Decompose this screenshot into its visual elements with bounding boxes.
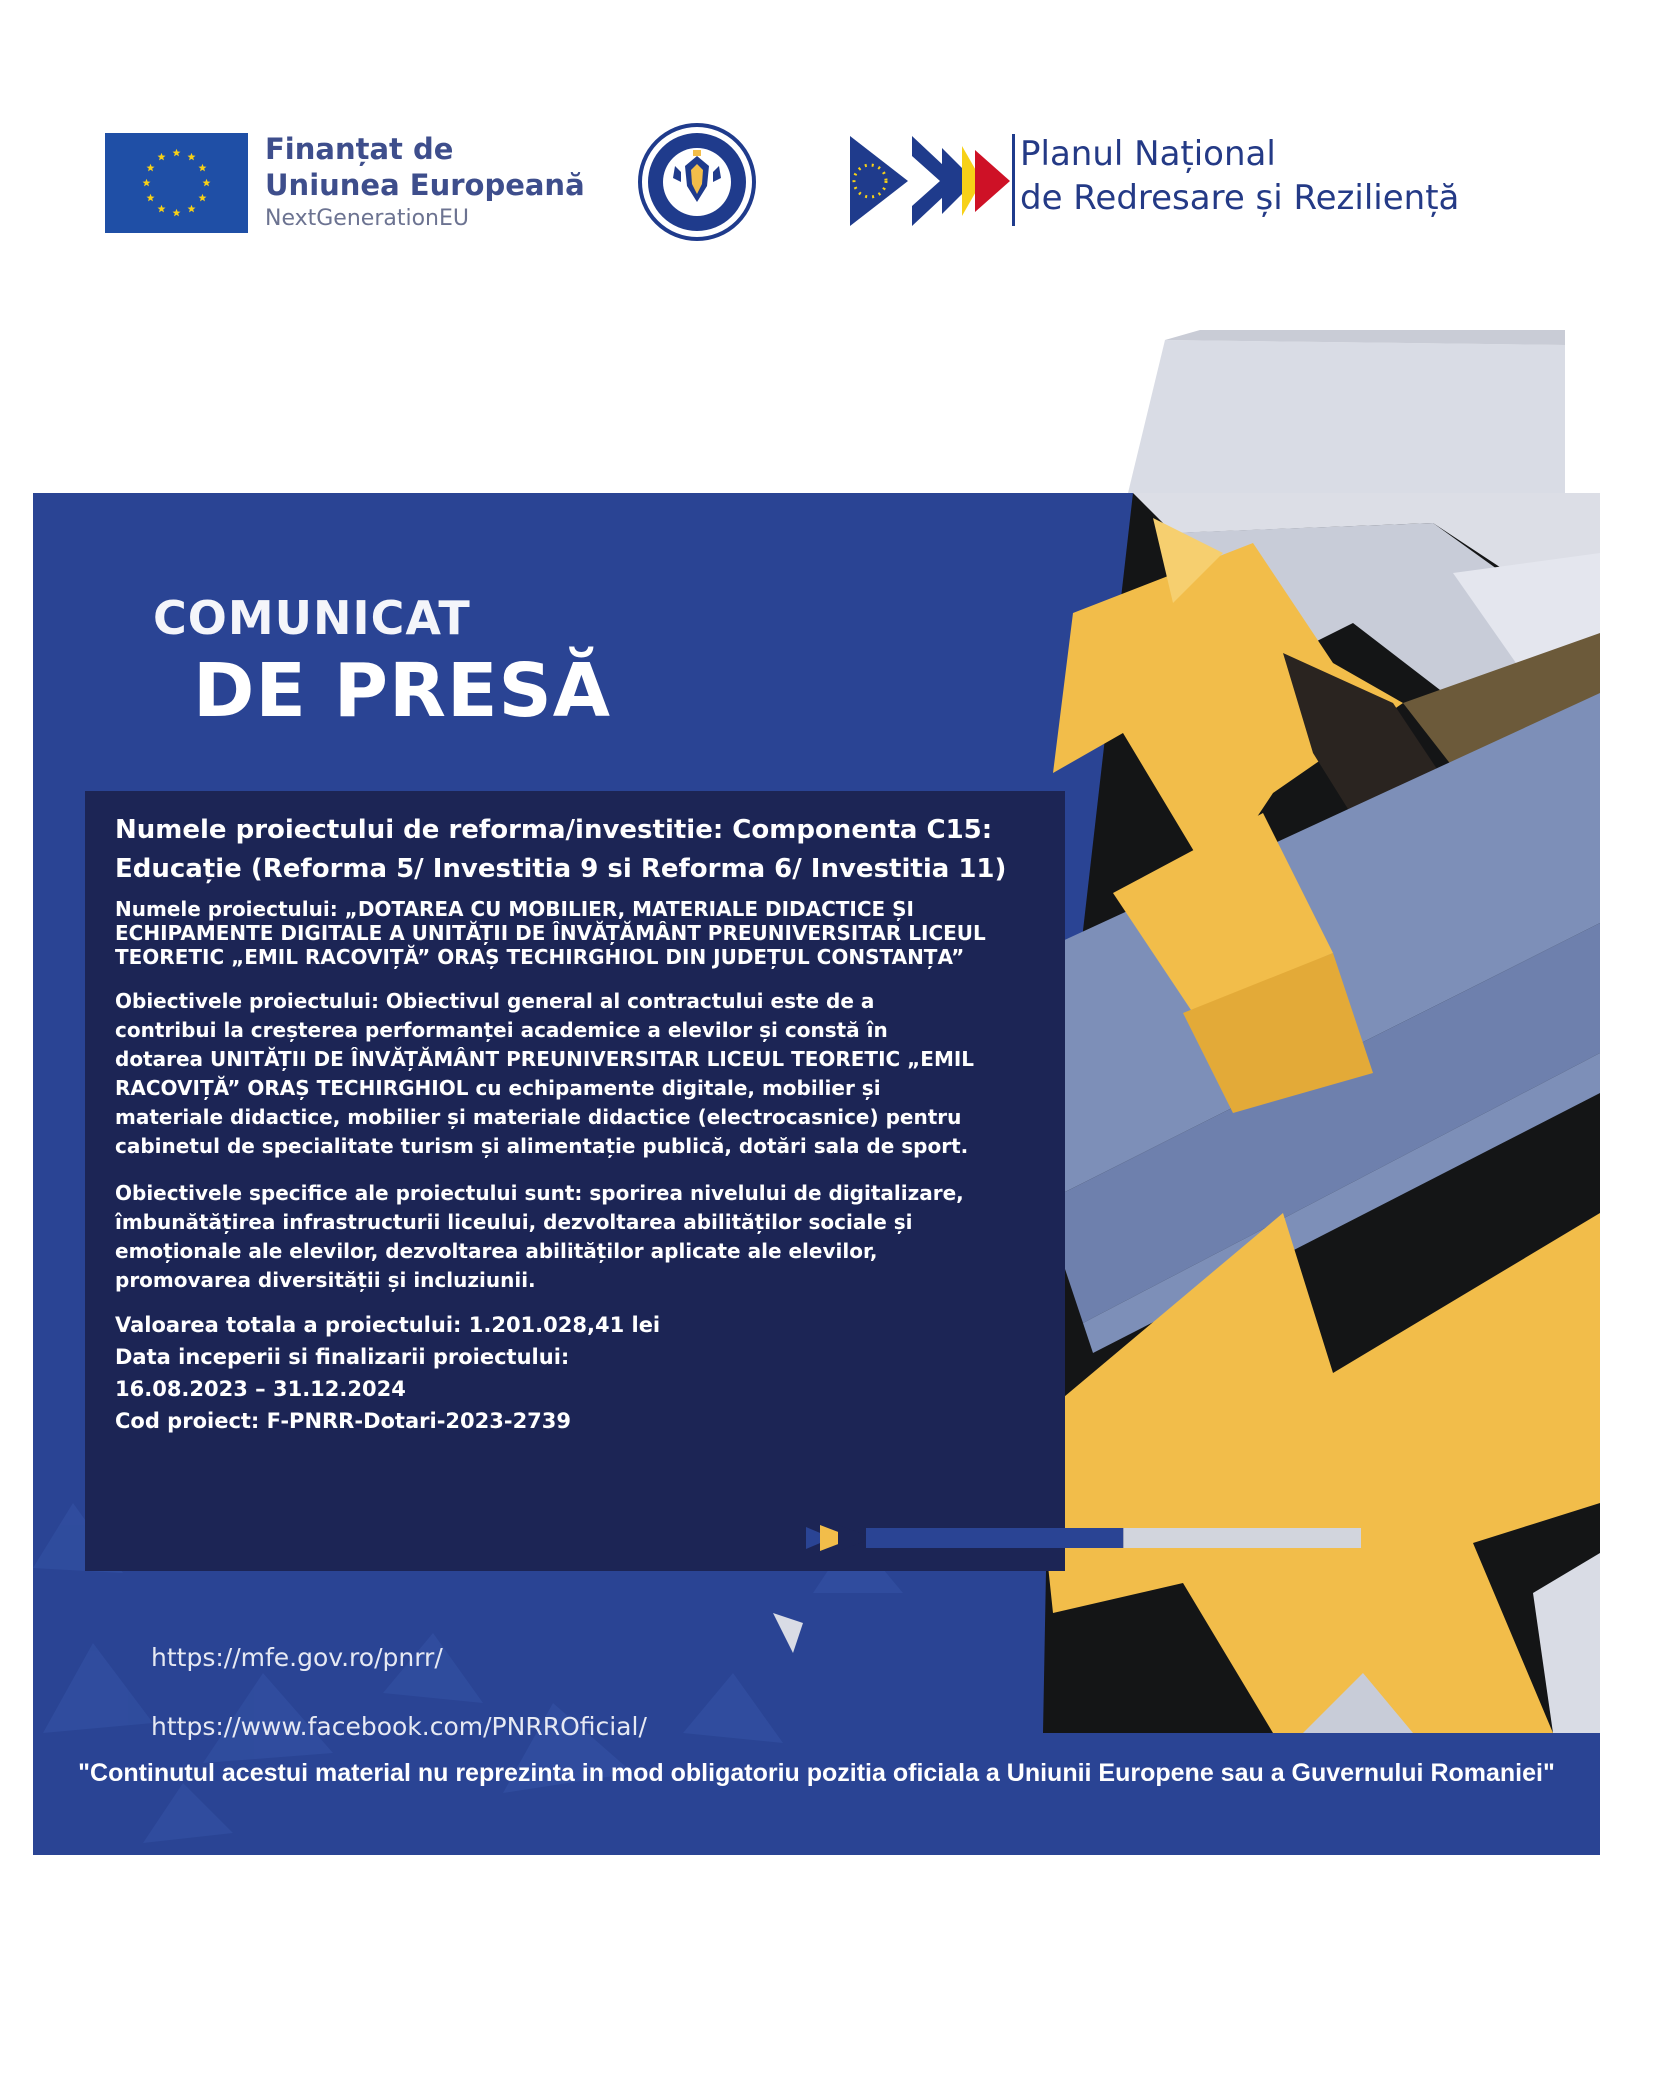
headline-line-2: DE PRESĂ xyxy=(193,648,612,734)
project-total-value: Valoarea totala a proiectului: 1.201.028,41 lei xyxy=(115,1313,661,1337)
progress-bar-fill xyxy=(866,1528,1123,1548)
pnrr-line-2: de Redresare și Reziliență xyxy=(1020,178,1460,218)
progress-bar-track xyxy=(1123,1528,1361,1548)
progress-bar xyxy=(806,1523,1371,1553)
disclaimer: "Continutul acestui material nu reprezinta in mod obligatoriu pozitia oficiala a Uniunii Europene sau a Guvernului Romaniei" xyxy=(78,1759,1555,1787)
romanian-government-seal-icon xyxy=(637,122,757,242)
project-dates-label: Data inceperii si finalizarii proiectului: xyxy=(115,1345,570,1369)
links xyxy=(151,1643,647,1742)
project-facts xyxy=(115,1309,1065,1437)
project-dates-value: 16.08.2023 – 31.12.2024 xyxy=(115,1377,406,1401)
project-objectives: Obiectivele proiectului: Obiectivul general al contractului este de a contribui la creșterea performanței academice a elevilor și constă în dotarea UNITĂȚII DE ÎNVĂȚĂMÂNT PREUNIVERSITAR LICEUL TEORETIC „EMIL RACOVIȚĂ” ORAȘ TECHIRGHIOL cu echipamente digitale, mobilier și materiale didactice, mobilier și materiale didactice (electrocasnice) pentru cabinetul de specialitate turism și alimentație publică, dotări sala de sport. xyxy=(115,989,975,1158)
project-code: Cod proiect: F-PNRR-Dotari-2023-2739 xyxy=(115,1409,572,1433)
eu-funding-logo xyxy=(105,133,635,238)
project-name: Numele proiectului: „DOTAREA CU MOBILIER, MATERIALE DIDACTICE ȘI ECHIPAMENTE DIGITALE A UNITĂȚII DE ÎNVĂȚĂMÂNT PREUNIVERSITAR LICEUL TEORETIC „EMIL RACOVIȚĂ” ORAȘ TECHIRGHIOL DIN JUDEȚUL CONSTANȚA” xyxy=(115,897,986,969)
press-release-poster xyxy=(33,493,1600,1855)
eu-line-1: Finanțat de xyxy=(265,132,454,166)
link-mfe[interactable]: https://mfe.gov.ro/pnrr/ xyxy=(151,1643,443,1672)
pnrr-text xyxy=(1020,132,1459,220)
eu-flag-icon xyxy=(105,133,248,233)
project-specific-objectives: Obiectivele specifice ale proiectului sunt: sporirea nivelului de digitalizare, îmbunătățirea infrastructurii liceului, dezvoltarea abilităților sociale și emoționale ale elevilor, dezvoltarea abilităților aplicate ale elevilor, promovarea diversității și incluziunii. xyxy=(115,1181,964,1292)
headline xyxy=(153,588,611,734)
eu-line-3: NextGenerationEU xyxy=(265,206,469,231)
project-title: Numele proiectului de reforma/investitie: Componenta C15: Educație (Reforma 5/ Investitia 9 si Reforma 6/ Investitia 11) xyxy=(115,815,1007,884)
project-info-box xyxy=(85,791,1065,1571)
headline-line-1: COMUNICAT xyxy=(153,591,471,645)
link-facebook[interactable]: https://www.facebook.com/PNRROficial/ xyxy=(151,1712,647,1741)
pnrr-line-1: Planul Național xyxy=(1020,134,1276,174)
pnrr-divider xyxy=(1012,134,1015,226)
pnrr-arrows-icon xyxy=(850,136,1010,226)
eu-line-2: Uniunea Europeană xyxy=(265,168,585,202)
eu-funding-text xyxy=(265,131,585,235)
header-logos xyxy=(0,0,1654,300)
pnrr-logo xyxy=(850,130,1530,230)
